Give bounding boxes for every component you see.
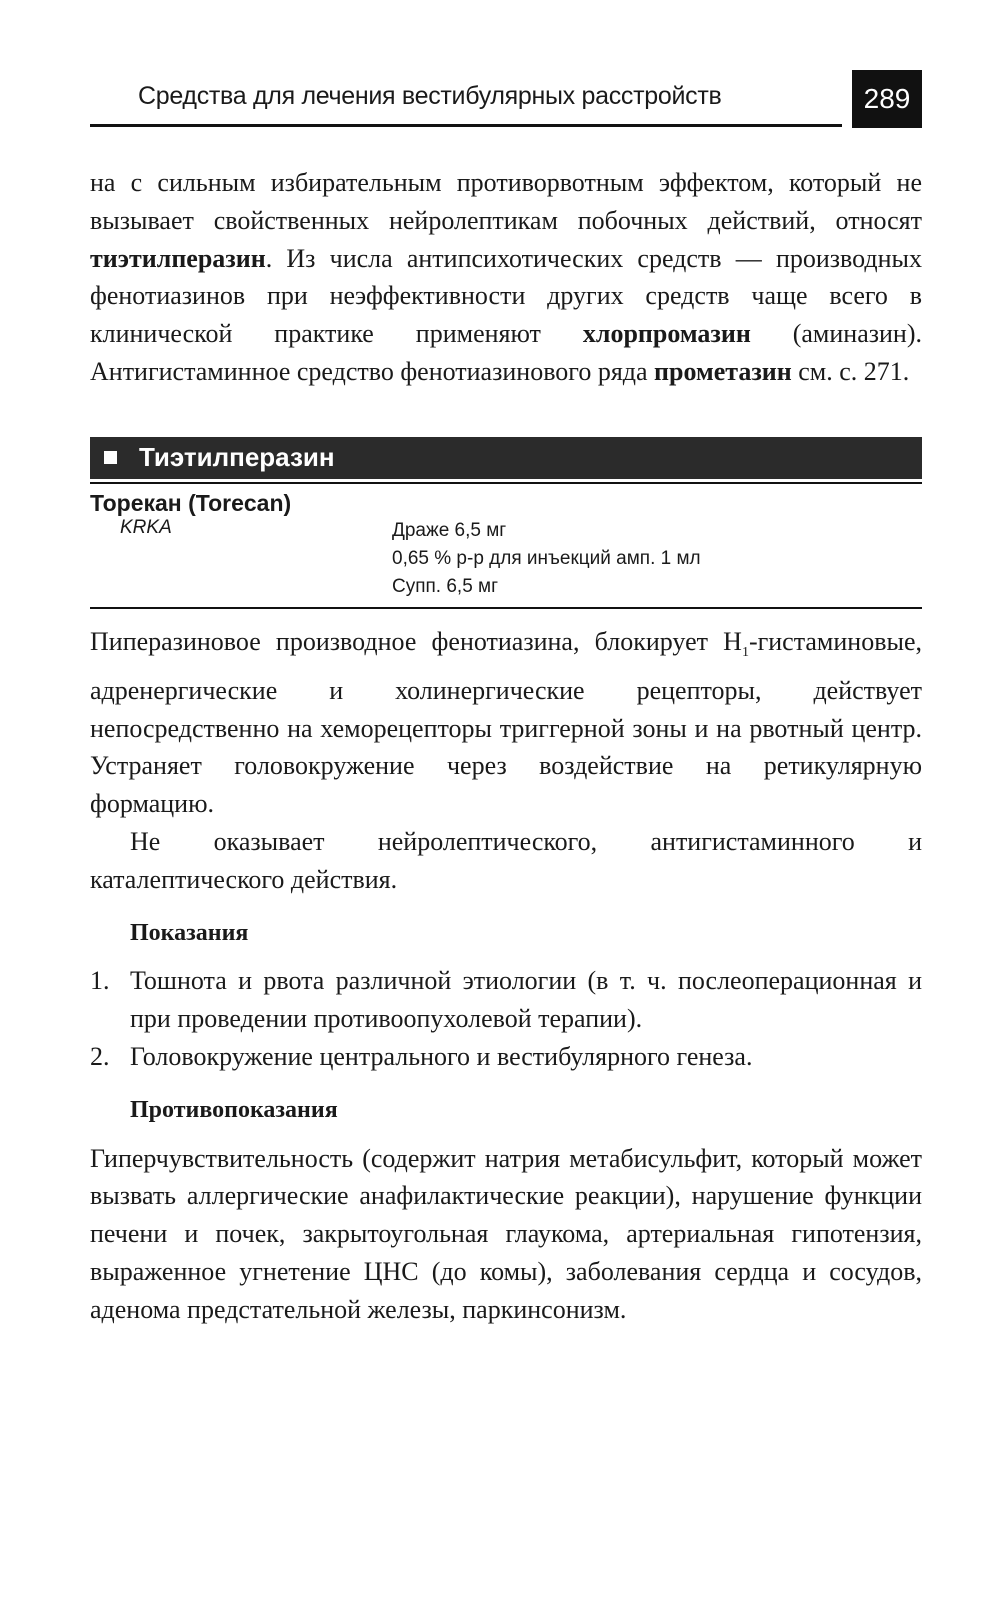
list-item-number: 2. <box>90 1041 110 1071</box>
description-text-b: -гистаминовые, адренергические и холинергические рецепторы, действует непосредственно на хеморецепторы триггерной зоны и на рвотный центр. Устраняет головокружение через воздействие на ретикулярную формацию. <box>90 626 922 819</box>
list-item <box>90 962 922 1038</box>
drug-term-thiethylperazine: тиэтилперазин <box>90 243 266 273</box>
running-head <box>90 70 922 128</box>
section-header-bar <box>90 437 922 479</box>
drug-entry-rule <box>90 607 922 609</box>
dosage-forms-list <box>392 517 701 601</box>
description-text-a: Пиперазиновое производное фенотиазина, блокирует H <box>90 626 742 656</box>
drug-manufacturer: KRKA <box>120 516 172 538</box>
square-bullet-icon <box>104 451 117 464</box>
intro-text-4: см. с. 271. <box>791 356 910 386</box>
dosage-form: Драже 6,5 мг <box>392 519 507 541</box>
running-head-rule <box>90 124 842 127</box>
dosage-form: 0,65 % р-р для инъекций амп. 1 мл <box>392 547 701 569</box>
intro-paragraph <box>90 164 922 391</box>
list-item <box>90 1038 922 1076</box>
description-paragraph-1 <box>90 623 922 823</box>
running-head-title: Средства для лечения вестибулярных расстройств <box>138 82 722 110</box>
book-page <box>90 70 922 1329</box>
drug-term-chlorpromazine: хлорпромазин <box>582 319 751 349</box>
intro-text-2: . Из числа антипсихотических средств — производных фенотиазинов при неэффективности других средств чаще всего в клинической практике применяют <box>90 243 922 349</box>
intro-text-1: на с сильным избирательным противорвотным эффектом, который не вызывает свойственных нейролептикам побочных действий, относят <box>90 168 922 235</box>
contraindications-heading: Противопоказания <box>130 1096 338 1123</box>
description-subscript: 1 <box>741 644 749 660</box>
page-number: 289 <box>852 70 922 128</box>
drug-trade-name: Торекан (Torecan) <box>90 489 292 516</box>
list-item-text: Тошнота и рвота различной этиологии (в т. ч. послеоперационная и при проведении противоопухолевой терапии). <box>130 966 922 1034</box>
dosage-form: Супп. 6,5 мг <box>392 575 499 597</box>
drug-term-promethazine: прометазин <box>654 356 792 386</box>
list-item-text: Головокружение центрального и вестибулярного генеза. <box>130 1041 753 1071</box>
intro-text-3: (аминазин). Антигистаминное средство фенотиазинового ряда <box>90 319 923 386</box>
contraindications-text: Гиперчувствительность (содержит натрия метабисульфит, который может вызвать аллергические анафилактические реакции), нарушение функции печени и почек, закрытоугольная глаукома, артериальная гипотензия, выраженное угнетение ЦНС (до комы), заболевания сердца и сосудов, аденома предстательной железы, паркинсонизм. <box>90 1143 922 1324</box>
list-item-number: 1. <box>90 966 110 996</box>
indications-list <box>90 962 922 1075</box>
description-paragraph-2: Не оказывает нейролептического, антигистаминного и каталептического действия. <box>90 826 922 894</box>
drug-entry <box>90 484 922 601</box>
section-title: Тиэтилперазин <box>139 442 335 473</box>
indications-heading: Показания <box>130 919 249 946</box>
